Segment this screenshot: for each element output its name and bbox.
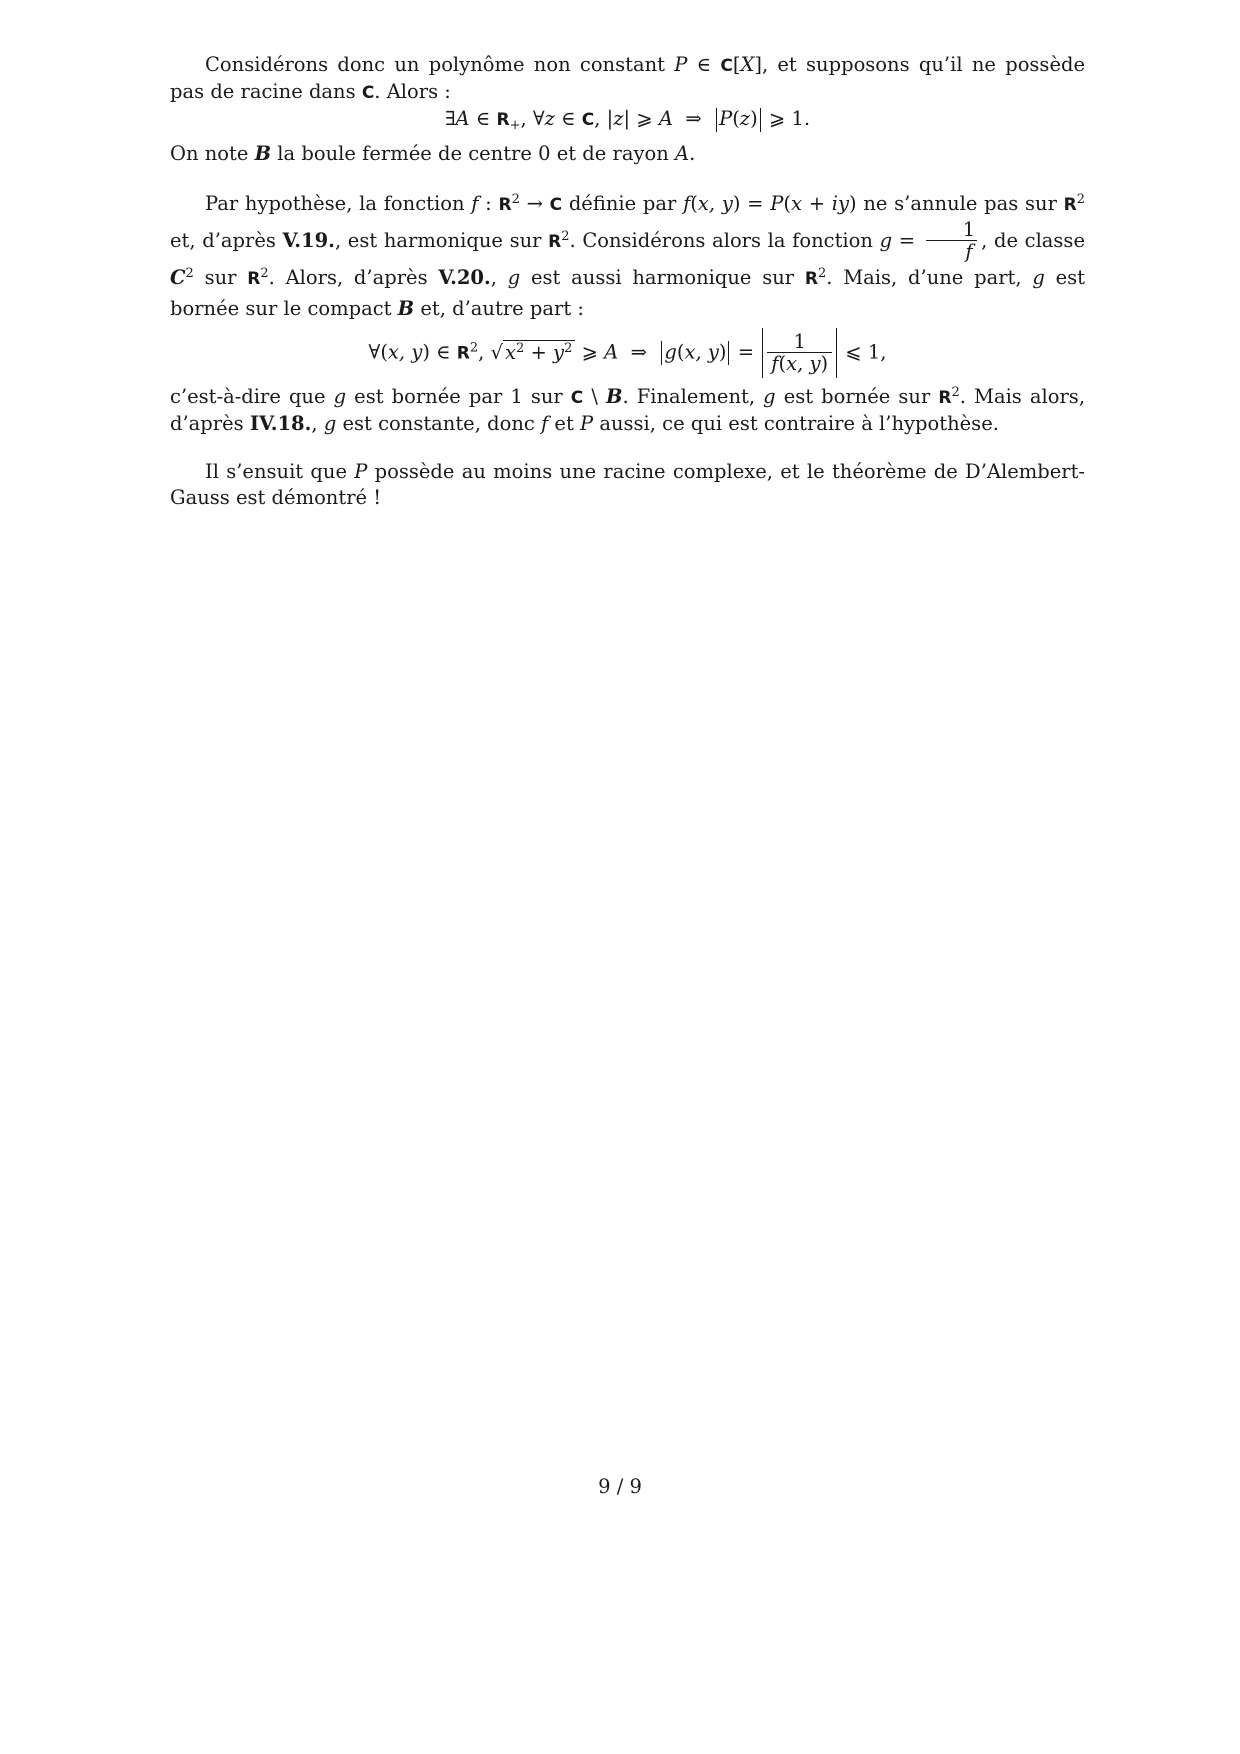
equation-bounded: ∀(x, y) ∈ $R^2$, √ $x^2 + y^2$ ⩾ A ⇒ g(x, y) = $\frac{1}{f(x, y)}$ ⩽ 1, (170, 328, 1085, 378)
paragraph-ball: On note B la boule fermée de centre 0 et de rayon A. (170, 142, 696, 165)
paragraph-harmonic: Par hypothèse, la fonction f : $R^2 \to C$ définie par f(x, y) = P(x + iy) ne s’annule pas sur $R^2$ et, d’après V.19., est harmonique sur $R^2$. Considérons alors la fonction g = $\frac{1}{f}$ , de classe $C^2$ sur $R^2$. Alors, d’après V.20., g est aussi harmonique sur $R^2$. Mais, d’une part, g est bornée sur le compact B et, d’autre part : (170, 192, 1085, 320)
text: , et supposons qu’il ne possède pas de racine dans (170, 53, 1086, 103)
reference-IV18: IV.18. (249, 412, 312, 435)
equation-bound: ∃A ∈ $R_+$, ∀z ∈ C, |z| ⩾ A ⇒ P(z) ⩾ 1. (444, 107, 811, 133)
reference-V20: V.20. (438, 266, 491, 289)
document-body (170, 52, 1085, 511)
paragraph-conclusion: c’est-à-dire que g est bornée par 1 sur C \ B. Finalement, g est bornée sur $R^2$. Mais alors, d’après IV.18., g est constante, donc f et P aussi, ce qui est contraire à l’hypothèse. (170, 385, 1086, 435)
reference-V19: V.19. (282, 229, 335, 252)
text: . Alors : (374, 80, 451, 103)
paragraph-final: Il s’ensuit que P possède au moins une racine complexe, et le théorème de D’Alembert-Gauss est démontré ! (170, 460, 1086, 509)
math-P: P (674, 53, 688, 76)
paragraph-hypothesis: Considérons donc un polynôme non constant P ∈ C[X], et supposons qu’il ne possède pas de racine dans C. Alors : (170, 53, 1086, 103)
page-number: 9 / 9 (598, 1475, 642, 1498)
text: Considérons donc un polynôme non constant (205, 53, 675, 76)
